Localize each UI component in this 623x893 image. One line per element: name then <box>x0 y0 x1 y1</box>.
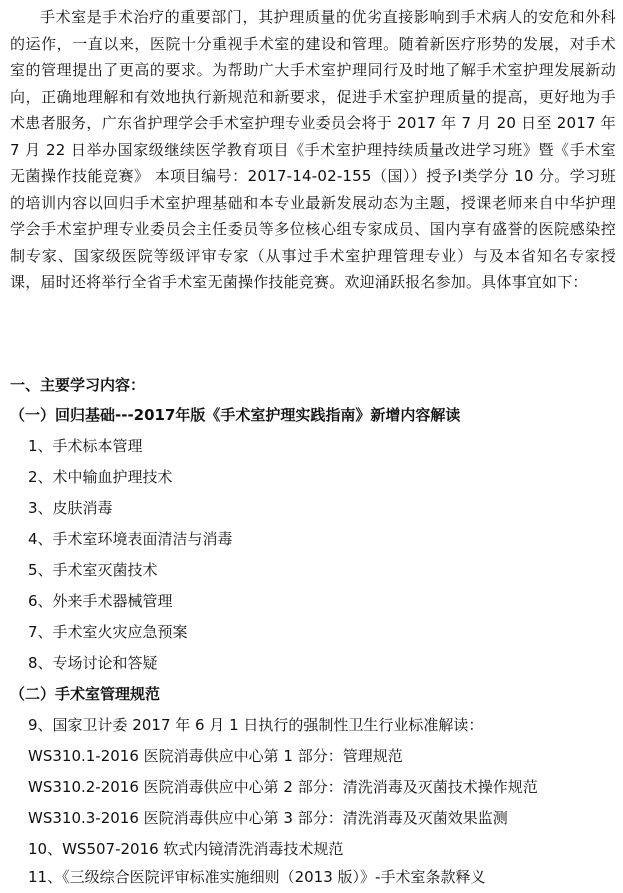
list-item: 4、手术室环境表面清洁与消毒 <box>28 530 233 548</box>
list-item: 10、WS507-2016 软式内镜清洗消毒技术规范 <box>28 840 344 858</box>
list-item: WS310.2-2016 医院消毒供应中心第 2 部分：清洗消毒及灭菌技术操作规范 <box>28 778 538 796</box>
list-item: 9、国家卫计委 2017 年 6 月 1 日执行的强制性卫生行业标准解读： <box>28 716 484 734</box>
subsection-heading-management: （二）手术室管理规范 <box>10 685 161 703</box>
intro-paragraph: 手术室是手术治疗的重要部门，其护理质量的优劣直接影响到手术病人的安危和外科的运作，一直以来，医院十分重视手术室的建设和管理。随着新医疗形势的发展，对手术室的管理提出了更高的要求。为帮助广大手术室护理同行及时地了解手术室护理发展新动向，正确地理解和有效地执行新规范和新要求，促进手术室护理质量的提高，更好地为手术患者服务，广东省护理学会手术室护理专业委员会将于 2017 年 7 月 20 日至 2017 年 7 月 22 日举办国家级继续医学教育项目《手术室护理持续质量改进学习班》暨《手术室无菌操作技能竞赛》 本项目编号：2017-14-02-155（国））授予Ⅰ类学分 10 分。学习班的培训内容以回归手术室护理基础和本专业最新发展动态为主题，授课老师来自中华护理学会手术室护理专业委员会主任委员等多位核心组专家成员、国内享有盛誉的医院感染控制专家、国家级医院等级评审专家（从事过手术室护理管理专业）与及本省知名专家授课，届时还将举行全省手术室无菌操作技能竞赛。欢迎涌跃报名参加。具体事宜如下： <box>10 8 616 291</box>
list-item: 2、术中输血护理技术 <box>28 468 173 486</box>
subsection-heading-basics: （一）回归基础---2017年版《手术室护理实践指南》新增内容解读 <box>10 406 461 424</box>
list-item: 6、外来手术器械管理 <box>28 592 173 610</box>
list-item: 7、手术室火灾应急预案 <box>28 623 188 641</box>
list-item: WS310.3-2016 医院消毒供应中心第 3 部分：清洗消毒及灭菌效果监测 <box>28 809 508 827</box>
list-item: 8、专场讨论和答疑 <box>28 654 158 672</box>
list-item: WS310.1-2016 医院消毒供应中心第 1 部分：管理规范 <box>28 747 403 765</box>
section-heading-main-content: 一、主要学习内容： <box>10 376 146 394</box>
list-item: 11、《三级综合医院评审标准实施细则（2013 版）》-手术室条款释义 <box>28 868 486 886</box>
list-item: 1、手术标本管理 <box>28 437 143 455</box>
list-item: 3、皮肤消毒 <box>28 499 113 517</box>
list-item: 5、手术室灭菌技术 <box>28 561 158 579</box>
